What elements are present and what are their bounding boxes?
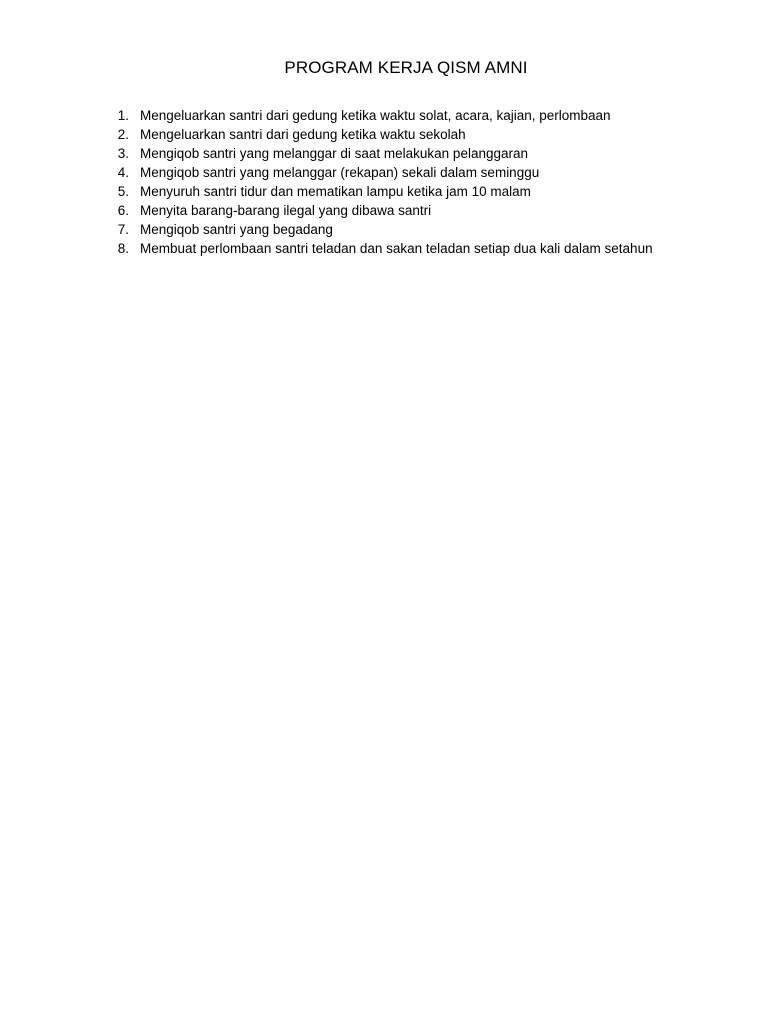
- list-item: [98, 182, 653, 201]
- list-item-text: Menyuruh santri tidur dan mematikan lampu ketika jam 10 malam: [140, 184, 531, 199]
- list-item: [98, 106, 653, 125]
- list-item-text: Membuat perlombaan santri teladan dan sakan teladan setiap dua kali dalam setahun: [140, 241, 653, 256]
- list-item: [98, 220, 653, 239]
- list-item-text: Mengiqob santri yang melanggar (rekapan) sekali dalam seminggu: [140, 165, 540, 180]
- list-item-number: 5.: [117, 184, 129, 199]
- list-item-text: Mengeluarkan santri dari gedung ketika waktu sekolah: [140, 127, 466, 142]
- list-item-number: 1.: [117, 108, 129, 123]
- document-title: PROGRAM KERJA QISM AMNI: [284, 58, 528, 77]
- list-item: [98, 239, 653, 258]
- list-item: [98, 144, 653, 163]
- list-item-number: 7.: [117, 222, 129, 237]
- list-item-number: 8.: [117, 241, 129, 256]
- list-item-number: 6.: [117, 203, 129, 218]
- list-item: [98, 163, 653, 182]
- work-program-list: [98, 106, 653, 258]
- list-item-number: 3.: [117, 146, 129, 161]
- list-item-text: Mengiqob santri yang melanggar di saat melakukan pelanggaran: [140, 146, 528, 161]
- list-item: [98, 201, 653, 220]
- list-item-number: 2.: [117, 127, 129, 142]
- list-item-text: Menyita barang-barang ilegal yang dibawa santri: [140, 203, 432, 218]
- list-item: [98, 125, 653, 144]
- list-item-number: 4.: [117, 165, 129, 180]
- list-item-text: Mengiqob santri yang begadang: [140, 222, 333, 237]
- list-item-text: Mengeluarkan santri dari gedung ketika waktu solat, acara, kajian, perlombaan: [140, 108, 611, 123]
